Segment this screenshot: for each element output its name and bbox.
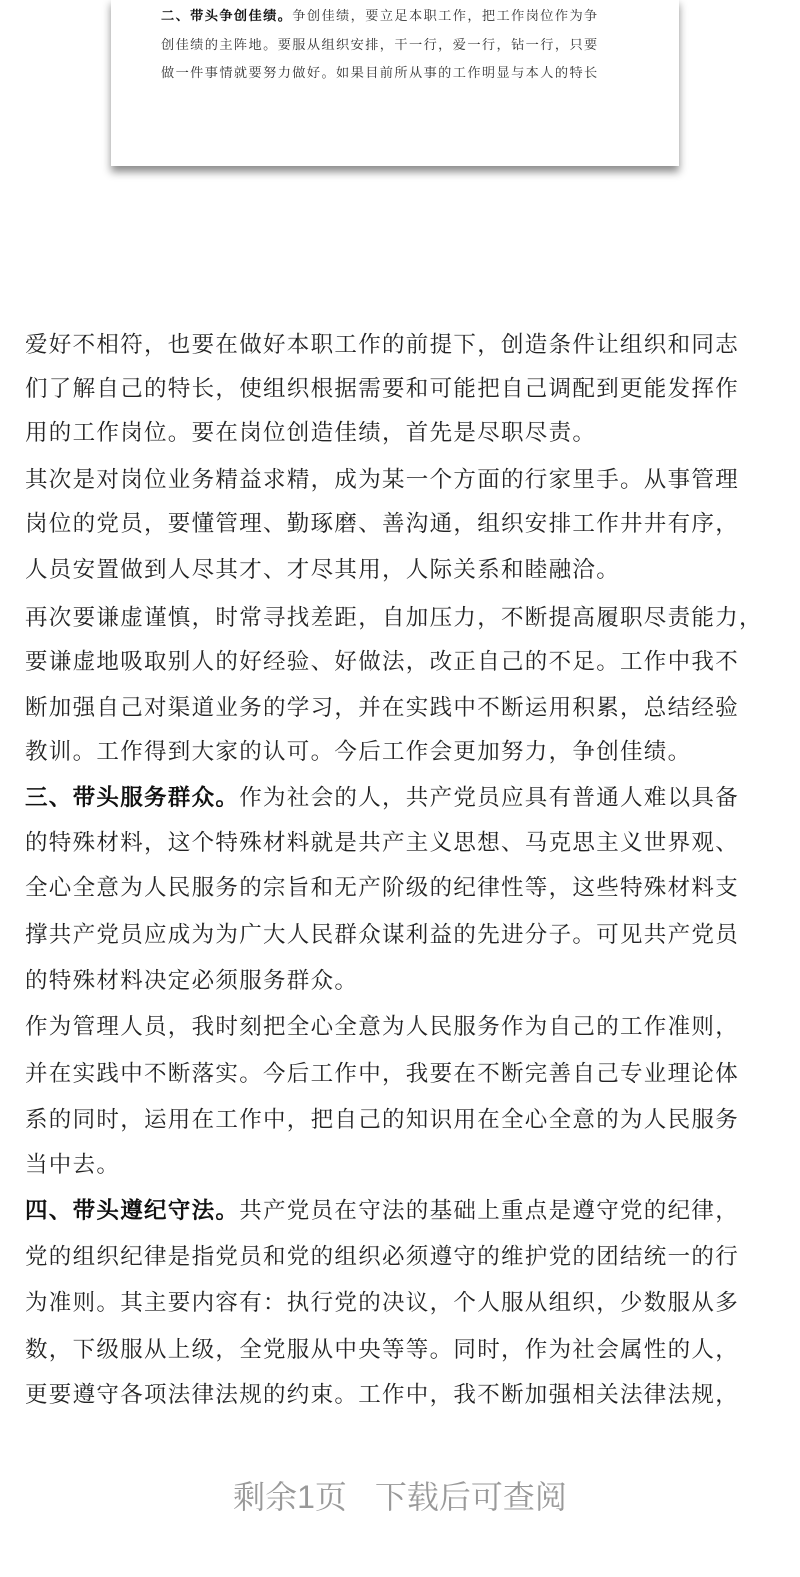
- section-heading: 三、带头服务群众。: [25, 785, 240, 811]
- text-line: 为准则。其主要内容有：执行党的决议，个人服从组织，少数服从多: [25, 1290, 740, 1316]
- text-line: 全心全意为人民服务的宗旨和无产阶级的纪律性等，这些特殊材料支: [25, 875, 740, 901]
- text-line: 们了解自己的特长，使组织根据需要和可能把自己调配到更能发挥作: [25, 376, 740, 402]
- text-line: 人员安置做到人尽其才、才尽其用，人际关系和睦融洽。: [25, 557, 621, 583]
- text-line: 再次要谦虚谨慎，时常寻找差距，自加压力，不断提高履职尽责能力，: [25, 605, 763, 631]
- text-line: 党的组织纪律是指党员和党的组织必须遵守的维护党的团结统一的行: [25, 1244, 740, 1270]
- text-line: 更要遵守各项法律法规的约束。工作中，我不断加强相关法律法规，: [25, 1382, 740, 1408]
- card-line: 做一件事情就要努力做好。如果目前所从事的工作明显与本人的特长: [161, 66, 599, 81]
- text-line: [25, 783, 739, 813]
- section-heading: 四、带头遵纪守法。: [25, 1198, 240, 1224]
- text-line: 撑共产党员应成为为广大人民群众谋利益的先进分子。可见共产党员: [25, 922, 740, 948]
- text-line: 其次是对岗位业务精益求精，成为某一个方面的行家里手。从事管理: [25, 467, 740, 493]
- section-heading: 二、带头争创佳绩。: [161, 9, 293, 24]
- text-line: 爱好不相符，也要在做好本职工作的前提下，创造条件让组织和同志: [25, 332, 740, 358]
- remaining-pages-notice[interactable]: [0, 1472, 800, 1518]
- text-line: 当中去。: [25, 1152, 121, 1178]
- preview-page-card: [111, 0, 679, 166]
- text-line: 教训。工作得到大家的认可。今后工作会更加努力，争创佳绩。: [25, 739, 692, 765]
- text-line: 数，下级服从上级，全党服从中央等等。同时，作为社会属性的人，: [25, 1337, 740, 1363]
- card-text: 争创佳绩，要立足本职工作，把工作岗位作为争: [292, 9, 599, 24]
- text-line: 并在实践中不断落实。今后工作中，我要在不断完善自己专业理论体: [25, 1061, 740, 1087]
- text-line: 用的工作岗位。要在岗位创造佳绩，首先是尽职尽责。: [25, 420, 597, 446]
- text-line: 要谦虚地吸取别人的好经验、好做法，改正自己的不足。工作中我不: [25, 649, 740, 675]
- text-line: [25, 1196, 739, 1226]
- remaining-label: 剩余1页: [233, 1479, 347, 1515]
- download-label[interactable]: 下载后可查阅: [374, 1479, 567, 1515]
- text-line: 的特殊材料决定必须服务群众。: [25, 968, 359, 994]
- text: 共产党员在守法的基础上重点是遵守党的纪律，: [239, 1198, 740, 1224]
- text-line: 的特殊材料，这个特殊材料就是共产主义思想、马克思主义世界观、: [25, 830, 740, 856]
- text-line: 作为管理人员，我时刻把全心全意为人民服务作为自己的工作准则，: [25, 1014, 740, 1040]
- card-line: 创佳绩的主阵地。要服从组织安排，干一行，爱一行，钻一行，只要: [161, 38, 599, 53]
- text-line: 系的同时，运用在工作中，把自己的知识用在全心全意的为人民服务: [25, 1107, 740, 1133]
- text-line: 岗位的党员，要懂管理、勤琢磨、善沟通，组织安排工作井井有序，: [25, 511, 740, 537]
- text-line: 断加强自己对渠道业务的学习，并在实践中不断运用积累，总结经验: [25, 695, 740, 721]
- card-line: [161, 5, 599, 24]
- text: 作为社会的人，共产党员应具有普通人难以具备: [239, 785, 740, 811]
